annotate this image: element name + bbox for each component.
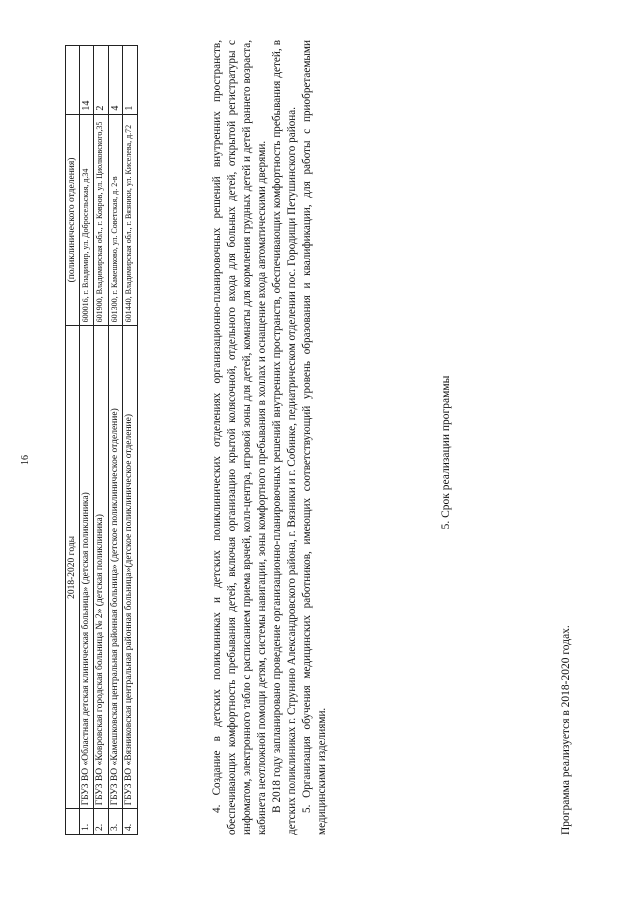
paragraph-item-5: 5. Организация обучения медицинских работников, имеющих соответствующий уровень образования и квалификации, для работы с приобретаемыми медицинскими изделиями.: [301, 40, 328, 835]
final-text: Программа реализуется в 2018-2020 годах.: [560, 625, 572, 835]
row-number: 2.: [94, 809, 109, 835]
clinic-name: ГБУЗ ВО «Ковровская городская больница № 2» (детская поликлиника): [94, 326, 109, 809]
clinic-address: 601440, Владимирская обл., г. Вязники, ул. Киселева, д.72: [123, 114, 138, 326]
table-row: [79, 46, 94, 835]
page-number: 16: [20, 455, 31, 465]
clinic-name: ГБУЗ ВО «Камешковская центральная районная больница» (детское поликлиническое отделение): [108, 326, 123, 809]
table-row: [94, 46, 109, 835]
row-number: 4.: [123, 809, 138, 835]
clinics-table: [65, 45, 138, 835]
clinic-qty: 2: [94, 46, 109, 115]
clinic-address: 600016, г. Владимир, ул. Добросельская, д.34: [79, 114, 94, 326]
table-row: [108, 46, 123, 835]
row-number: 3.: [108, 809, 123, 835]
paragraph-item-4: 4. Создание в детских поликлиниках и детских поликлинических отделениях организационно-планировочных решений внутренних пространств, обеспечивающих комфортность пребывания детей, включая организацию крытой колясочной, отдельного входа для больных детей, открытой регистратуры с инфоматом, электронного табло с расписанием приема врачей, колл-центра, игровой зоны для детей, комнаты для кормления грудных детей и детей раннего возраста, кабинета неотложной помощи детям, системы навигации, зоны комфортного пребывания в холлах и оснащение входа автоматическими дверями.: [211, 40, 268, 835]
table-header-row: [66, 46, 80, 835]
clinic-address: 601300, г. Камешково, ул. Советская, д. 2-в: [108, 114, 123, 326]
clinic-address: 601900, Владимирская обл., г. Ковров, ул. Циолковского,35: [94, 114, 109, 326]
clinic-name: ГБУЗ ВО «Областная детская клиническая больница» (детская поликлиника): [79, 326, 94, 809]
clinic-qty: 4: [108, 46, 123, 115]
top-label: (поликлинического отделения): [66, 114, 80, 326]
paragraph-plan-2018: В 2018 году запланировано проведение организационно-планировочных решений внутренних пространств, обеспечивающих комфортность пребывания детей, в детских поликлиниках г. Струнино Александровского района, г. Вязники и г. Собинке, педиатрическом отделении пос. Городищи Петушинского района.: [271, 40, 298, 835]
clinic-qty: 1: [123, 46, 138, 115]
clinic-qty: 14: [79, 46, 94, 115]
clinic-name: ГБУЗ ВО «Вязниковская центральная районная больница»(детское поликлиническое отделение): [123, 326, 138, 809]
body-text: [210, 40, 330, 835]
section-title: 5. Срок реализации программы: [440, 375, 452, 530]
table-row: [123, 46, 138, 835]
row-number: 1.: [79, 809, 94, 835]
years-header: 2018-2020 годы: [66, 326, 80, 809]
